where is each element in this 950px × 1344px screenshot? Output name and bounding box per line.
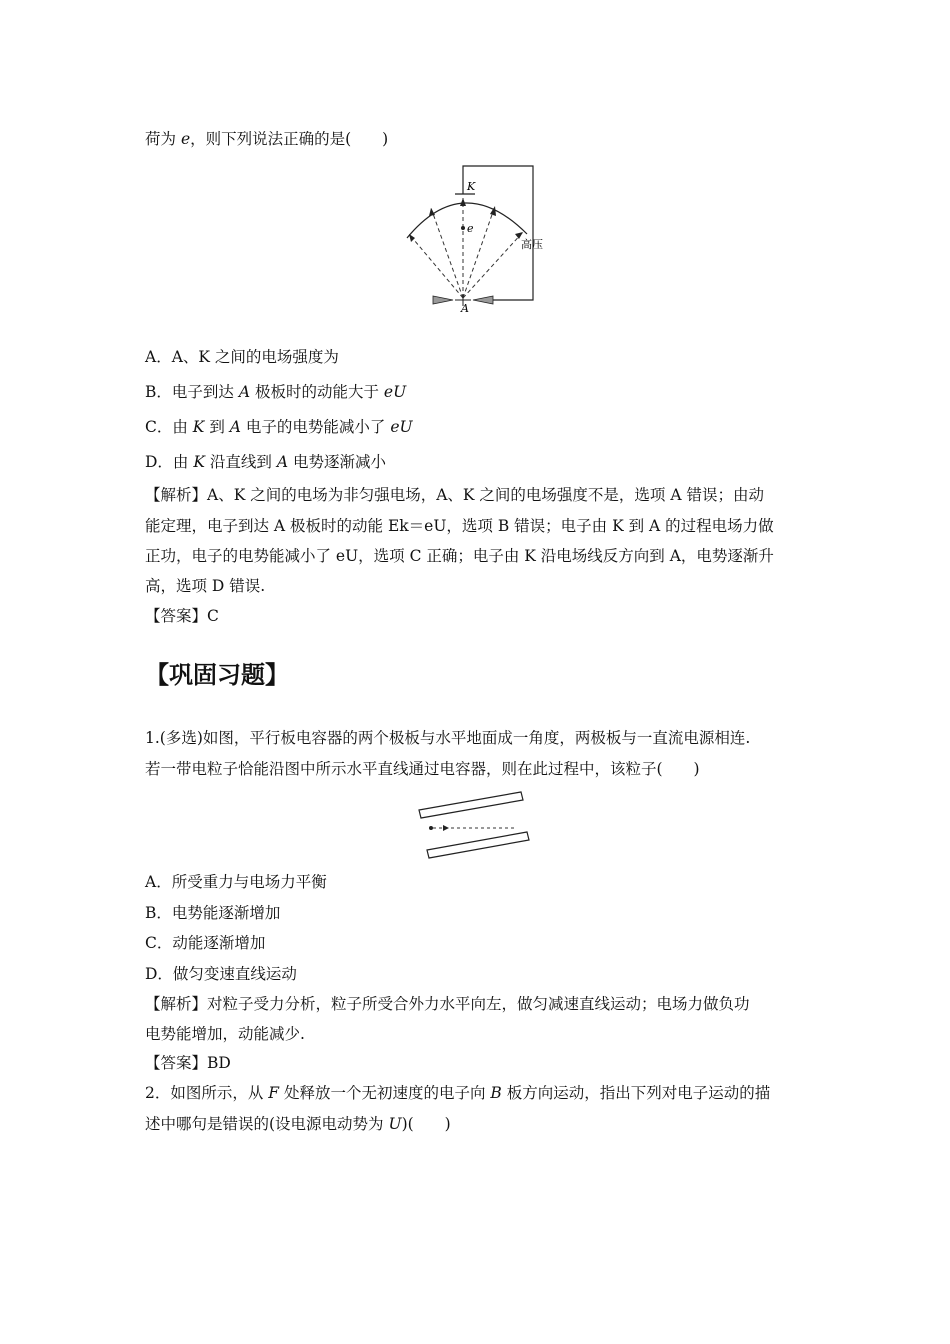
question-text: 板方向运动，指出下列对电子运动的描 [501, 1084, 771, 1102]
option-text: D．由 [145, 453, 194, 471]
option-prefix: A． [145, 348, 172, 366]
symbol: B [490, 1084, 502, 1102]
option-text: B．电子到达 [145, 383, 239, 401]
capacitor-figure [415, 786, 535, 864]
option-a [145, 346, 339, 368]
symbol: eU [390, 418, 413, 436]
stem-text: ，则下列说法正确的是( ) [190, 130, 389, 148]
option-a: A．所受重力与电场力平衡 [145, 873, 327, 891]
option-text: 到 [204, 418, 230, 436]
answer-line: 【答案】BD [145, 1054, 231, 1072]
option-c: C．动能逐渐增加 [145, 934, 266, 952]
question-text: )( ) [401, 1115, 451, 1133]
symbol: eU [383, 383, 407, 401]
stem-symbol-e: e [180, 130, 191, 148]
symbol: A [276, 453, 289, 471]
label-a: A [461, 302, 469, 315]
label-k: K [467, 180, 476, 193]
symbol: K [192, 418, 205, 436]
stem-text: 荷为 [145, 130, 181, 148]
option-b [145, 381, 406, 403]
analysis-line: 【解析】对粒子受力分析，粒子所受合外力水平向左，做匀减速直线运动；电场力做负功 [145, 995, 750, 1013]
question-text: 处释放一个无初速度的电子向 [279, 1084, 491, 1102]
question-1-line: 1.(多选)如图，平行板电容器的两个极板与水平地面成一角度，两极板与一直流电源相连. [145, 729, 751, 747]
symbol: F [268, 1084, 280, 1102]
symbol: U [388, 1115, 402, 1133]
analysis-line: 高，选项 D 错误. [145, 577, 266, 595]
symbol: A [238, 383, 251, 401]
option-text: 电势逐渐减小 [288, 453, 386, 471]
label-high-voltage: 高压 [521, 238, 543, 251]
option-d: D．做匀变速直线运动 [145, 965, 297, 983]
option-d [145, 451, 386, 473]
question-stem-line [145, 128, 388, 150]
analysis-line: 【解析】A、K 之间的电场为非匀强电场，A、K 之间的电场强度不是，选项 A 错误；由动 [145, 486, 764, 504]
option-text: 电子的电势能减小了 [240, 418, 391, 436]
option-c [145, 416, 413, 438]
analysis-line: 正功，电子的电势能减小了 eU，选项 C 正确；电子由 K 沿电场线反方向到 A，电势逐渐升 [145, 547, 774, 565]
symbol: A [229, 418, 241, 436]
label-e: e [467, 222, 474, 235]
option-text: C．由 [145, 418, 193, 436]
question-text: 述中哪句是错误的(设电源电动势为 [145, 1115, 389, 1133]
question-text: 2．如图所示，从 [145, 1084, 269, 1102]
analysis-line: 电势能增加，动能减少. [145, 1025, 305, 1043]
section-heading: 【巩固习题】 [145, 661, 289, 689]
question-2-line [145, 1113, 451, 1135]
option-text: 沿直线到 [204, 453, 277, 471]
question-2-line [145, 1082, 770, 1104]
symbol: K [193, 453, 205, 471]
option-text: 极板时的动能大于 [250, 383, 384, 401]
electric-field-figure [395, 160, 555, 320]
answer-line: 【答案】C [145, 607, 219, 625]
analysis-line: 能定理，电子到达 A 极板时的动能 Ek＝eU，选项 B 错误；电子由 K 到 A 的过程电场力做 [145, 517, 774, 535]
option-b: B．电势能逐渐增加 [145, 904, 281, 922]
question-1-line: 若一带电粒子恰能沿图中所示水平直线通过电容器，则在此过程中，该粒子( ) [145, 760, 700, 778]
option-text: A、K 之间的电场强度为 [171, 348, 339, 366]
